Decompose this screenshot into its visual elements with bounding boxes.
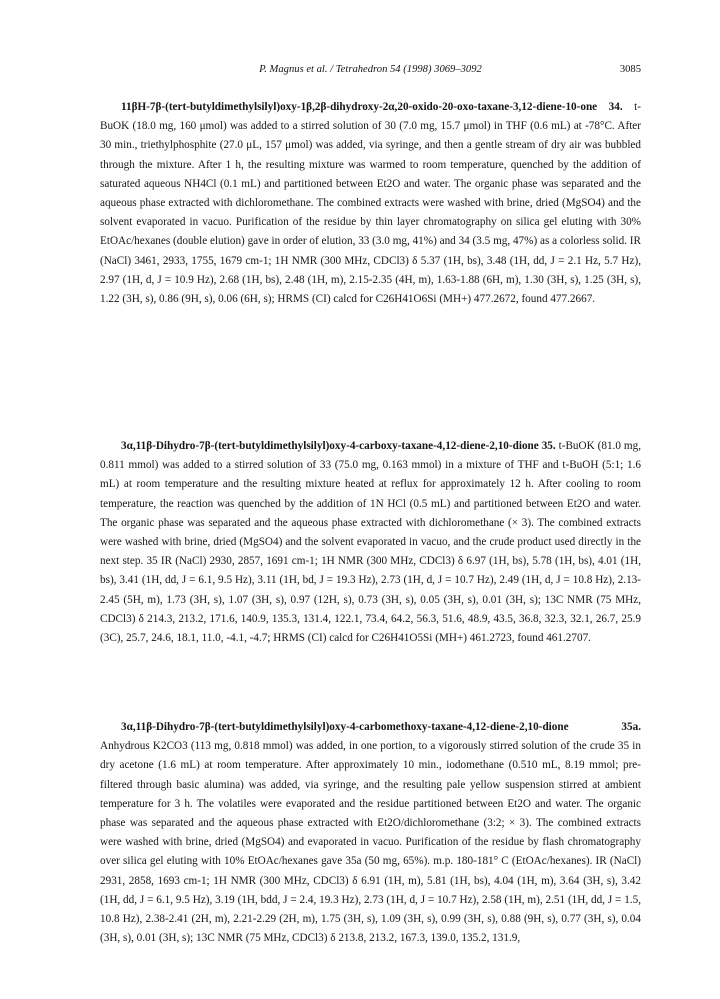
page-number: 3085 (619, 64, 641, 75)
running-header (100, 60, 641, 76)
compound-title: 11βH-7β-(tert-butyldimethylsilyl)oxy-1β,2β-dihydroxy-2α,20-oxido-20-oxo-taxane-3,12-diene-10-one 34. (121, 101, 623, 113)
procedure-text: t-BuOK (18.0 mg, 160 μmol) was added to a stirred solution of 30 (7.0 mg, 15.7 μmol) in THF (0.6 mL) at -78°C. After 30 min., triethylphosphite (27.0 μL, 157 μmol) was added, via syringe, and then a gentle stream of dry air was bubbled through the mixture. After 1 h, the resulting mixture was warmed to room temperature, quenched by the addition of saturated aqueous NH4Cl (0.1 mL) and partitioned between Et2O and water. The organic phase was separated and the aqueous phase extracted with dichloromethane. The combined extracts were washed with brine, dried (MgSO4) and the solvent evaporated in vacuo. Purification of the residue by thin layer chromatography on silica gel eluting with 30% EtOAc/hexanes (double elution) gave in order of elution, 33 (3.0 mg, 41%) and 34 (3.5 mg, 47%) as a colorless solid. IR (NaCl) 3461, 2933, 1755, 1679 cm-1; 1H NMR (300 MHz, CDCl3) δ 5.37 (1H, bs), 3.48 (1H, dd, J = 2.1 Hz, 5.7 Hz), 2.97 (1H, d, J = 10.9 Hz), 2.68 (1H, bs), 2.48 (1H, m), 2.15-2.35 (4H, m), 1.63-1.88 (6H, m), 1.30 (3H, s), 1.25 (3H, s), 1.22 (3H, s), 0.86 (9H, s), 0.06 (6H, s); HRMS (CI) calcd for C26H41O6Si (MH+) 477.2672, found 477.2667. (100, 101, 641, 306)
procedure-text: t-BuOK (81.0 mg, 0.811 mmol) was added to a stirred solution of 33 (75.0 mg, 0.163 mmol) in a mixture of THF and t-BuOH (5:1; 1.6 mL) at room temperature and the resulting mixture heated at reflux for approximately 12 h. After cooling to room temperature, the reaction was quenched by the addition of 1N HCl (0.5 mL) and partitioned between Et2O and water. The organic phase was separated and the aqueous phase extracted with dichloromethane (× 3). The combined extracts were washed with brine, dried (MgSO4) and the solvent evaporated in vacuo, and the crude product used directly in the next step. 35 IR (NaCl) 2930, 2857, 1691 cm-1; 1H NMR (300 MHz, CDCl3) δ 6.97 (1H, bs), 5.78 (1H, bs), 4.01 (1H, bs), 3.41 (1H, dd, J = 6.1, 9.5 Hz), 3.11 (1H, bd, J = 19.3 Hz), 2.73 (1H, d, J = 10.7 Hz), 2.49 (1H, d, J = 10.8 Hz), 2.13-2.45 (5H, m), 1.73 (3H, s), 1.07 (3H, s), 0.97 (12H, s), 0.73 (3H, s), 0.05 (3H, s), 0.01 (3H, s); 13C NMR (75 MHz, CDCl3) δ 214.3, 213.2, 171.6, 140.9, 135.3, 131.4, 122.1, 73.4, 64.2, 56.3, 51.6, 48.9, 43.5, 36.8, 32.3, 32.1, 26.7, 25.9 (3C), 25.7, 24.6, 18.1, 11.0, -4.1, -4.7; HRMS (CI) calcd for C26H41O5Si (MH+) 461.2723, found 461.2707. (100, 440, 641, 645)
experimental-entry-34 (100, 98, 641, 309)
compound-title: 3α,11β-Dihydro-7β-(tert-butyldimethylsilyl)oxy-4-carbomethoxy-taxane-4,12-diene-2,10-dione 35a. (121, 721, 641, 733)
entry-paragraph (100, 718, 641, 948)
procedure-text: Anhydrous K2CO3 (113 mg, 0.818 mmol) was added, in one portion, to a vigorously stirred solution of the crude 35 in dry acetone (1.6 mL) at room temperature. After approximately 10 min., iodomethane (0.510 mL, 8.19 mmol; pre-filtered through basic alumina) was added, via syringe, and the resulting pale yellow suspension stirred at ambient temperature for 3 h. The volatiles were evaporated and the residue partitioned between Et2O and water. The organic phase was separated and the aqueous phase extracted with Et2O/dichloromethane (3:2; × 3). The combined extracts were washed with brine, dried (MgSO4) and evaporated in vacuo. Purification of the residue by flash chromatography over silica gel eluting with 10% EtOAc/hexanes gave 35a (50 mg, 65%). m.p. 180-181° C (EtOAc/hexanes). IR (NaCl) 2931, 2858, 1693 cm-1; 1H NMR (300 MHz, CDCl3) δ 6.91 (1H, m), 5.81 (1H, bs), 4.04 (1H, m), 3.64 (3H, s), 3.42 (1H, dd, J = 6.1, 9.5 Hz), 3.19 (1H, bdd, J = 2.4, 19.3 Hz), 2.73 (1H, d, J = 10.7 Hz), 2.58 (1H, m), 2.51 (1H, dd, J = 1.5, 10.8 Hz), 2.38-2.41 (2H, m), 2.21-2.29 (2H, m), 1.75 (3H, s), 1.09 (3H, s), 0.99 (3H, s), 0.88 (9H, s), 0.77 (3H, s), 0.04 (3H, s), 0.01 (3H, s); 13C NMR (75 MHz, CDCl3) δ 213.8, 213.2, 167.3, 139.0, 135.2, 131.9, (100, 740, 641, 945)
experimental-entry-35 (100, 437, 641, 648)
entry-paragraph (100, 98, 641, 309)
running-header-title: P. Magnus et al. / Tetrahedron 54 (1998) 3069–3092 (259, 64, 482, 75)
compound-title: 3α,11β-Dihydro-7β-(tert-butyldimethylsilyl)oxy-4-carboxy-taxane-4,12-diene-2,10-dione 35. (121, 440, 556, 452)
entry-paragraph (100, 437, 641, 648)
experimental-entry-35a (100, 718, 641, 948)
